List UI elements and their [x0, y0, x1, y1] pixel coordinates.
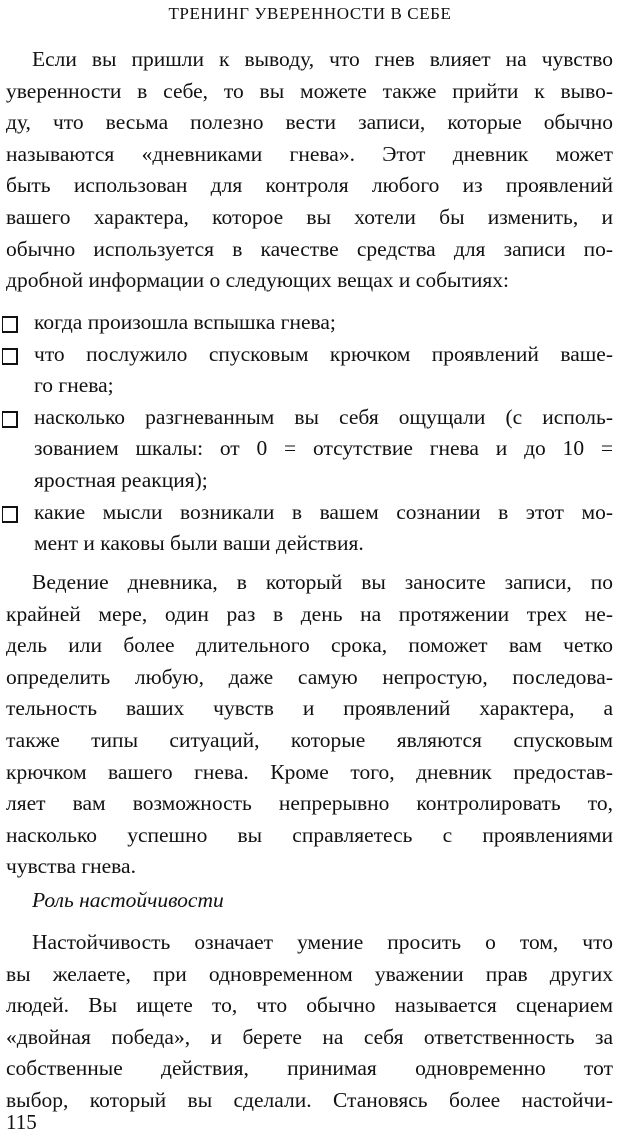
text-line: го гнева; [34, 373, 114, 398]
text-line: тельность ваших чувств и проявлений характера, а [6, 696, 613, 721]
text-line: крючком вашего гнева. Кроме того, дневник предостав- [6, 759, 613, 784]
list-item [0, 307, 613, 339]
text-line: ляет вам возможность непрерывно контролировать то, [6, 791, 613, 816]
paragraph-assertiveness [6, 927, 613, 1117]
text-line: Настойчивость означает умение просить о том, что [32, 930, 613, 954]
text-line: насколько разгневанным вы себя ощущали (с исполь- [34, 404, 613, 429]
text-line: яростная реакция); [34, 467, 208, 492]
running-head: ТРЕНИНГ УВЕРЕННОСТИ В СЕБЕ [168, 4, 452, 23]
text-line: когда произошла вспышка гнева; [34, 310, 336, 334]
text-line: вы желаете, при одновременном уважении прав других [6, 961, 613, 986]
section-heading: Роль настойчивости [32, 888, 224, 912]
text-line: какие мысли возникали в вашем сознании в этот мо- [34, 499, 613, 524]
list-item [0, 402, 613, 497]
text-line: уверенности в себе, то вы можете также прийти к выво- [6, 78, 613, 103]
text-line: мент и каковы были ваши действия. [34, 531, 364, 556]
text-line: «двойная победа», и берете на себя ответственность за [6, 1024, 613, 1049]
text-line: также типы ситуаций, которые являются спусковым [6, 727, 613, 752]
list-item [0, 339, 613, 402]
text-line: что послужило спусковым крючком проявлений ваше- [34, 341, 613, 366]
text-line: Ведение дневника, в который вы заносите записи, по [32, 570, 613, 594]
checkbox-list [0, 307, 613, 560]
text-line: Если вы пришли к выводу, что гнев влияет на чувство [32, 47, 613, 71]
text-line: определить любую, даже самую непростую, последова- [6, 664, 613, 689]
checkbox-icon [2, 348, 18, 365]
text-line: собственные действия, принимая одновременно тот [6, 1056, 613, 1081]
text-line: зованием шкалы: от 0 = отсутствие гнева и до 10 = [34, 436, 613, 461]
checkbox-icon [2, 316, 18, 333]
checkbox-icon [2, 411, 18, 428]
checkbox-icon [2, 506, 18, 523]
paragraph-diary-benefits [6, 567, 613, 883]
text-line: людей. Вы ищете то, что обычно называется сценарием [6, 993, 613, 1018]
text-line: чувства гнева. [6, 854, 136, 879]
text-line: быть использован для контроля любого из проявлений [6, 173, 613, 198]
text-line: обычно используется в качестве средства для записи по- [6, 236, 613, 261]
paragraph-anger-diary [6, 44, 613, 297]
text-line: выбор, который вы сделали. Становясь более настойчи- [6, 1087, 613, 1112]
text-line: вашего характера, которое вы хотели бы изменить, и [6, 204, 613, 229]
page-number: 115 [6, 1110, 37, 1134]
text-line: насколько успешно вы справляетесь с проявлениями [6, 822, 613, 847]
list-item [0, 497, 613, 560]
text-line: дробной информации о следующих вещах и событиях: [6, 268, 509, 293]
text-line: крайней мере, один раз в день на протяжении трех не- [6, 601, 613, 626]
text-line: ду, что весьма полезно вести записи, которые обычно [6, 110, 613, 135]
text-line: называются «дневниками гнева». Этот дневник может [6, 141, 613, 166]
text-line: дель или более длительного срока, поможет вам четко [6, 633, 613, 658]
